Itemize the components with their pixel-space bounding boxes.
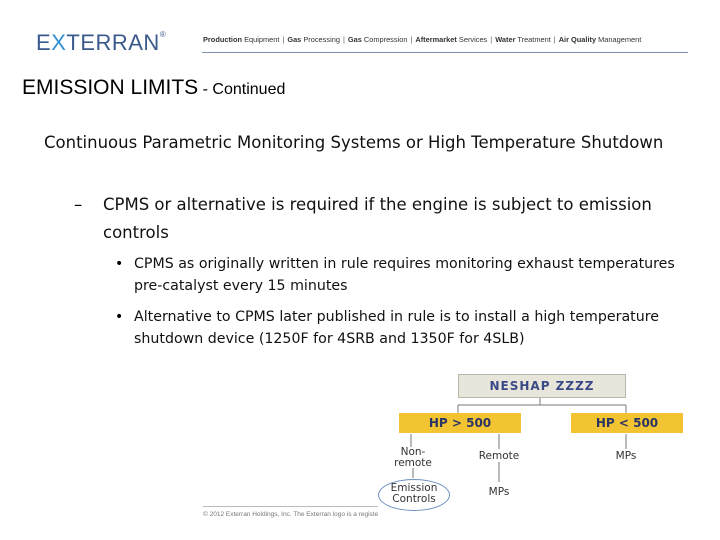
hp-greater-500-box: HP > 500 — [399, 413, 521, 433]
nav-item-aftermarket-services[interactable]: Aftermarket Services — [415, 35, 488, 44]
bullet-item: Alternative to CPMS later published in rule is to install a high temperature shutdown device (1250F for 4SRB and 1350F for 4SLB) — [134, 309, 659, 347]
hp-less-500-box: HP < 500 — [571, 413, 683, 433]
header-nav: Production Equipment | Gas Processing | Gas Compression | Aftermarket Services | Water Treatment | Air Quality Management — [203, 35, 642, 44]
logo-rest: TERRAN — [66, 30, 160, 55]
bullet-dot: • — [115, 309, 124, 325]
mps-right-label: MPs — [615, 450, 637, 462]
nav-item-gas-processing[interactable]: Gas Processing — [287, 35, 340, 44]
logo-letter-e: E — [36, 30, 52, 55]
level2-text: CPMS or alternative is required if the engine is subject to emission controls — [103, 195, 652, 242]
neshap-box: NESHAP ZZZZ — [458, 374, 626, 398]
emission-controls-label: Emission Controls — [390, 482, 438, 505]
footer-divider — [203, 506, 378, 507]
nav-item-water-treatment[interactable]: Water Treatment — [495, 35, 551, 44]
non-remote-label: Non- remote — [394, 446, 432, 469]
logo-letter-x: X — [51, 30, 67, 55]
remote-label: Remote — [478, 450, 520, 462]
mps-bottom-label: MPs — [488, 486, 510, 498]
nav-item-gas-compression[interactable]: Gas Compression — [347, 35, 408, 44]
logo-trademark: ® — [159, 30, 167, 39]
level1-text: Continuous Parametric Monitoring Systems or High Temperature Shutdown — [44, 133, 664, 152]
title-suffix: - Continued — [198, 81, 286, 98]
nav-item-production-equipment[interactable]: Production Equipment — [203, 35, 280, 44]
slide-title: EMISSION LIMITS - Continued — [22, 76, 286, 99]
nav-item-air-quality-management[interactable]: Air Quality Management — [558, 35, 642, 44]
bullet-item: CPMS as originally written in rule requires monitoring exhaust temperatures pre-catalyst every 15 minutes — [134, 256, 675, 294]
copyright-footer: © 2012 Exterran Holdings, Inc. The Exterran logo is a registe — [203, 511, 379, 518]
bullet-dot: • — [115, 256, 124, 272]
dash-bullet: – — [74, 195, 83, 214]
